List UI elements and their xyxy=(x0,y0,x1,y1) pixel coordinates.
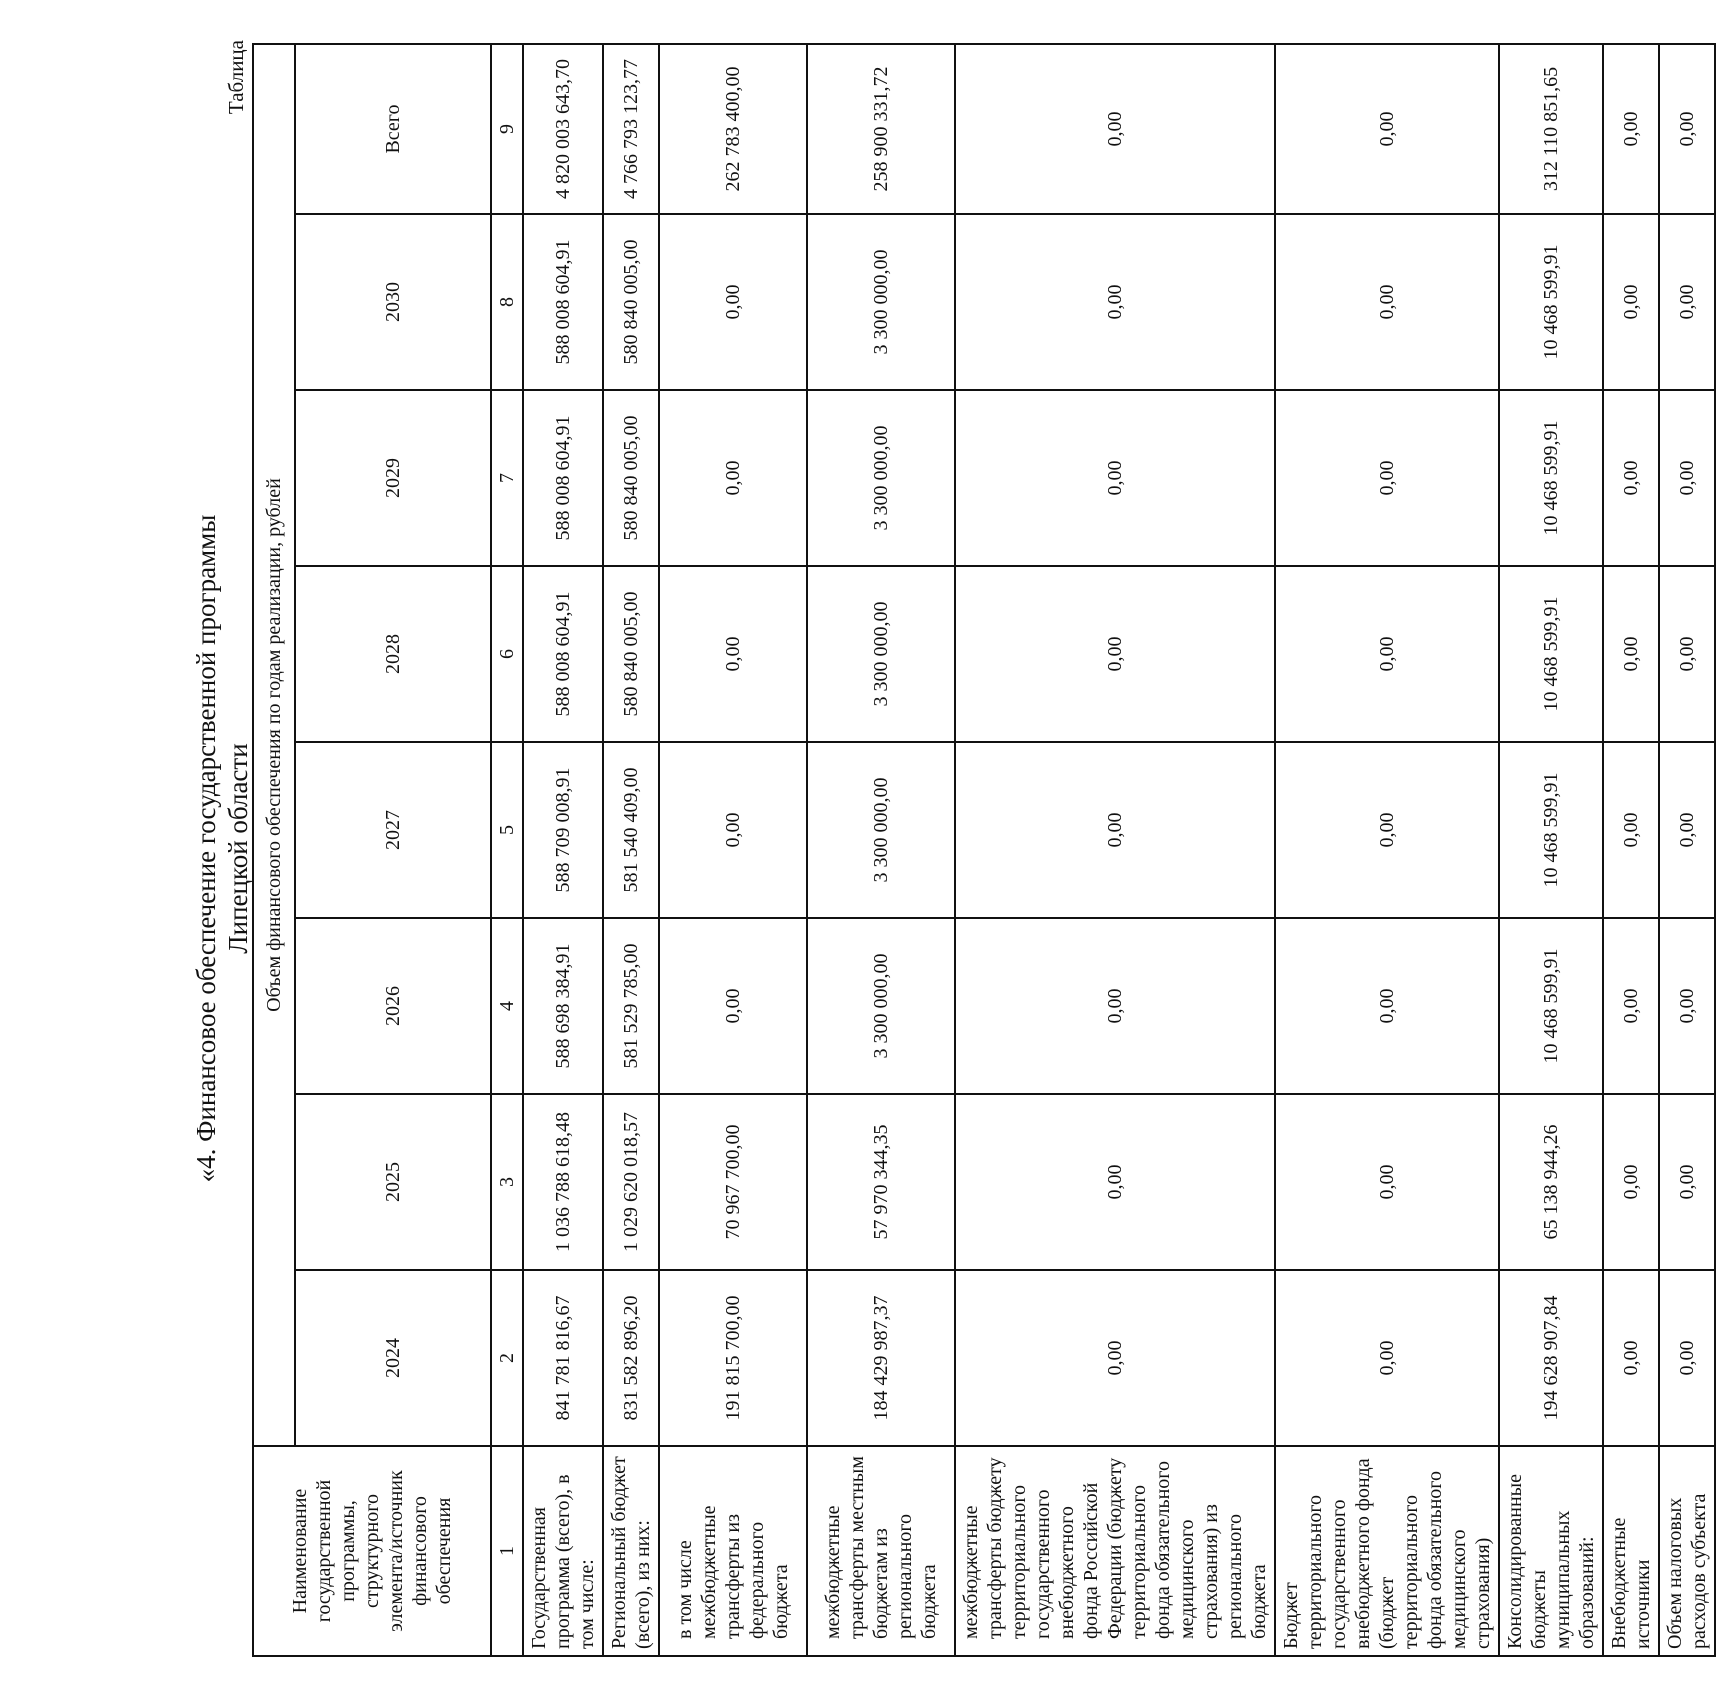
cell-value: 841 781 816,67 xyxy=(523,1270,603,1446)
cell-value: 0,00 xyxy=(1659,566,1715,742)
column-number: 2 xyxy=(491,1270,523,1446)
header-year: 2027 xyxy=(295,742,491,918)
header-name: Наименование государственной программы, структурного элемента/источник финансового обеспечения xyxy=(253,1446,491,1656)
cell-value: 0,00 xyxy=(1603,1270,1659,1446)
cell-value: 0,00 xyxy=(1603,918,1659,1094)
cell-value: 0,00 xyxy=(1603,390,1659,566)
cell-value: 194 628 907,84 xyxy=(1499,1270,1603,1446)
cell-value: 0,00 xyxy=(1603,214,1659,390)
cell-value: 3 300 000,00 xyxy=(807,390,955,566)
cell-value: 588 008 604,91 xyxy=(523,566,603,742)
table-label: Таблица xyxy=(224,40,248,115)
cell-value: 3 300 000,00 xyxy=(807,214,955,390)
cell-value: 0,00 xyxy=(1659,742,1715,918)
cell-value: 4 766 793 123,77 xyxy=(603,44,659,214)
table-row xyxy=(1499,44,1603,1656)
cell-value: 580 840 005,00 xyxy=(603,390,659,566)
column-number: 3 xyxy=(491,1094,523,1270)
table-row xyxy=(523,44,603,1656)
cell-value: 0,00 xyxy=(1659,44,1715,214)
row-name: в том числе межбюджетные трансферты из федерального бюджета xyxy=(659,1446,807,1656)
cell-value: 0,00 xyxy=(659,214,807,390)
cell-value: 0,00 xyxy=(1275,1270,1499,1446)
cell-value: 0,00 xyxy=(955,918,1275,1094)
cell-value: 0,00 xyxy=(1275,742,1499,918)
cell-value: 580 840 005,00 xyxy=(603,566,659,742)
cell-value: 0,00 xyxy=(955,390,1275,566)
cell-value: 0,00 xyxy=(1659,214,1715,390)
cell-value: 184 429 987,37 xyxy=(807,1270,955,1446)
header-year: 2026 xyxy=(295,918,491,1094)
table-row xyxy=(807,44,955,1656)
cell-value: 10 468 599,91 xyxy=(1499,214,1603,390)
cell-value: 0,00 xyxy=(1275,44,1499,214)
cell-value: 588 698 384,91 xyxy=(523,918,603,1094)
cell-value: 0,00 xyxy=(1603,1094,1659,1270)
header-year: 2024 xyxy=(295,1270,491,1446)
title-line-2: Липецкой области xyxy=(223,743,253,954)
cell-value: 0,00 xyxy=(1659,390,1715,566)
header-row-numbers xyxy=(491,44,523,1656)
row-name: Региональный бюджет (всего), из них: xyxy=(603,1446,659,1656)
cell-value: 588 008 604,91 xyxy=(523,214,603,390)
row-name: Государственная программа (всего), в том числе: xyxy=(523,1446,603,1656)
document-title xyxy=(190,0,254,1697)
column-number: 7 xyxy=(491,390,523,566)
header-year: 2029 xyxy=(295,390,491,566)
cell-value: 0,00 xyxy=(955,1270,1275,1446)
cell-value: 10 468 599,91 xyxy=(1499,390,1603,566)
table-row xyxy=(659,44,807,1656)
column-number: 9 xyxy=(491,44,523,214)
header-row-group xyxy=(253,44,295,1656)
column-number: 5 xyxy=(491,742,523,918)
cell-value: 0,00 xyxy=(1275,1094,1499,1270)
cell-value: 0,00 xyxy=(955,214,1275,390)
row-name: Бюджет территориального государственного внебюджетного фонда (бюджет территориального фонда обязательного медицинского страхования) xyxy=(1275,1446,1499,1656)
cell-value: 0,00 xyxy=(955,742,1275,918)
column-number: 6 xyxy=(491,566,523,742)
cell-value: 0,00 xyxy=(955,44,1275,214)
cell-value: 258 900 331,72 xyxy=(807,44,955,214)
cell-value: 0,00 xyxy=(659,566,807,742)
cell-value: 588 709 008,91 xyxy=(523,742,603,918)
cell-value: 10 468 599,91 xyxy=(1499,918,1603,1094)
row-name: межбюджетные трансферты бюджету территориального государственного внебюджетного фонда Российской Федерации (бюджету территориального фонда обязательного медицинского страхования) из регионального бюджета xyxy=(955,1446,1275,1656)
row-name: межбюджетные трансферты местным бюджетам из регионального бюджета xyxy=(807,1446,955,1656)
column-number: 1 xyxy=(491,1446,523,1656)
cell-value: 70 967 700,00 xyxy=(659,1094,807,1270)
cell-value: 1 036 788 618,48 xyxy=(523,1094,603,1270)
cell-value: 580 840 005,00 xyxy=(603,214,659,390)
cell-value: 0,00 xyxy=(1659,918,1715,1094)
title-line-1: «4. Финансовое обеспечение государственной программы xyxy=(191,514,221,1183)
cell-value: 191 815 700,00 xyxy=(659,1270,807,1446)
cell-value: 0,00 xyxy=(659,918,807,1094)
table-row xyxy=(955,44,1275,1656)
cell-value: 581 529 785,00 xyxy=(603,918,659,1094)
cell-value: 588 008 604,91 xyxy=(523,390,603,566)
header-group: Объем финансового обеспечения по годам реализации, рублей xyxy=(253,44,295,1446)
row-name: Консолидированные бюджеты муниципальных образований: xyxy=(1499,1446,1603,1656)
table-row xyxy=(1275,44,1499,1656)
cell-value: 0,00 xyxy=(1659,1270,1715,1446)
cell-value: 3 300 000,00 xyxy=(807,918,955,1094)
cell-value: 57 970 344,35 xyxy=(807,1094,955,1270)
row-name: Внебюджетные источники xyxy=(1603,1446,1659,1656)
table-row xyxy=(1659,44,1715,1656)
cell-value: 262 783 400,00 xyxy=(659,44,807,214)
cell-value: 0,00 xyxy=(1603,566,1659,742)
header-row-years xyxy=(295,44,491,1656)
cell-value: 0,00 xyxy=(1275,918,1499,1094)
row-name: Объем налоговых расходов субъекта xyxy=(1659,1446,1715,1656)
table-row xyxy=(603,44,659,1656)
cell-value: 65 138 944,26 xyxy=(1499,1094,1603,1270)
cell-value: 10 468 599,91 xyxy=(1499,742,1603,918)
cell-value: 0,00 xyxy=(1603,44,1659,214)
cell-value: 10 468 599,91 xyxy=(1499,566,1603,742)
header-year: 2030 xyxy=(295,214,491,390)
cell-value: 0,00 xyxy=(1659,1094,1715,1270)
cell-value: 1 029 620 018,57 xyxy=(603,1094,659,1270)
cell-value: 581 540 409,00 xyxy=(603,742,659,918)
cell-value: 3 300 000,00 xyxy=(807,566,955,742)
column-number: 4 xyxy=(491,918,523,1094)
cell-value: 0,00 xyxy=(659,742,807,918)
cell-value: 0,00 xyxy=(955,1094,1275,1270)
cell-value: 4 820 003 643,70 xyxy=(523,44,603,214)
cell-value: 0,00 xyxy=(955,566,1275,742)
column-number: 8 xyxy=(491,214,523,390)
cell-value: 0,00 xyxy=(1275,566,1499,742)
header-total: Всего xyxy=(295,44,491,214)
cell-value: 0,00 xyxy=(1275,214,1499,390)
cell-value: 0,00 xyxy=(659,390,807,566)
header-year: 2028 xyxy=(295,566,491,742)
cell-value: 3 300 000,00 xyxy=(807,742,955,918)
cell-value: 831 582 896,20 xyxy=(603,1270,659,1446)
cell-value: 0,00 xyxy=(1603,742,1659,918)
table-row xyxy=(1603,44,1659,1656)
cell-value: 0,00 xyxy=(1275,390,1499,566)
financing-table xyxy=(252,43,1716,1657)
header-year: 2025 xyxy=(295,1094,491,1270)
cell-value: 312 110 851,65 xyxy=(1499,44,1603,214)
